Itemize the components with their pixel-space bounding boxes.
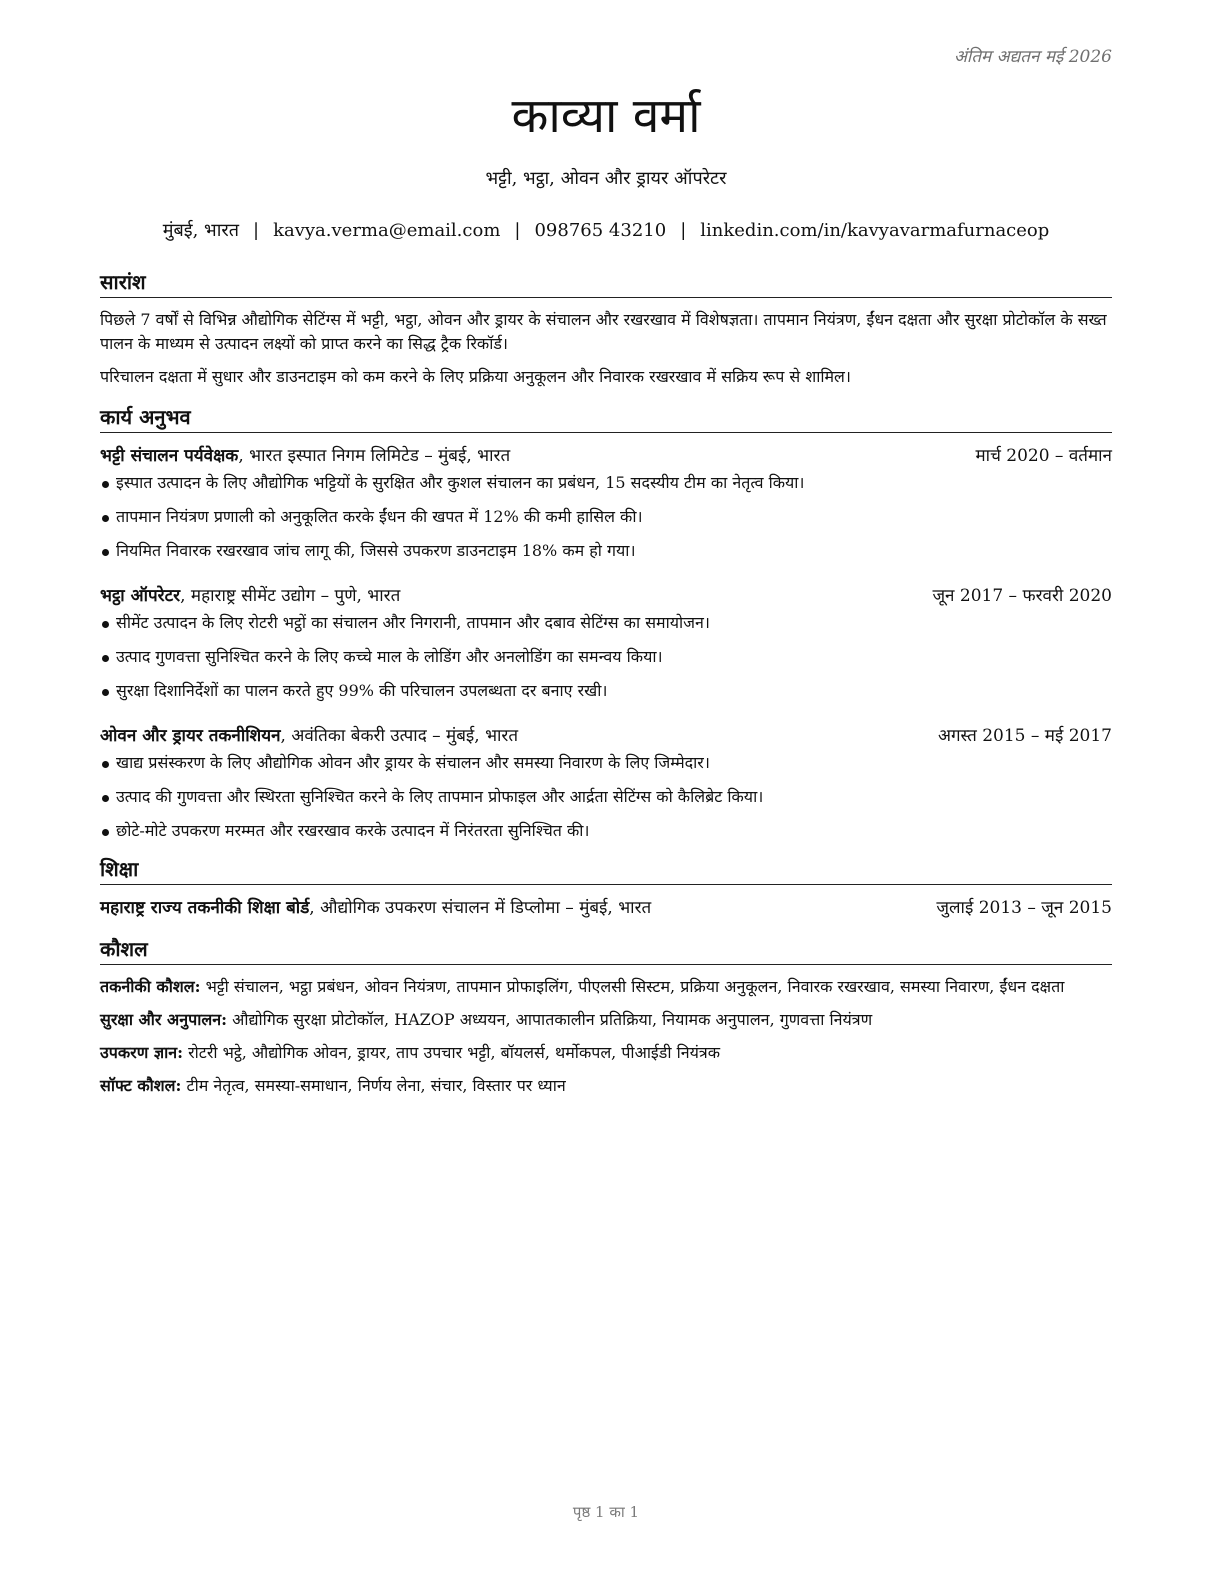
experience-section [100, 403, 1112, 843]
job-entry [100, 583, 1112, 703]
skill-value: औद्योगिक सुरक्षा प्रोटोकॉल, HAZOP अध्ययन, आपातकालीन प्रतिक्रिया, नियामक अनुपालन, गुणवत्ता नियंत्रण [227, 1010, 873, 1029]
job-bullet: नियमित निवारक रखरखाव जांच लागू की, जिससे उपकरण डाउनटाइम 18% कम हो गया। [100, 539, 1112, 563]
education-section [100, 855, 1112, 921]
skill-label: उपकरण ज्ञान: [100, 1043, 184, 1062]
contact-linkedin-link[interactable]: linkedin.com/in/kavyavarmafurnaceop [700, 220, 1050, 241]
job-role-line [100, 443, 510, 469]
skill-line [100, 1041, 1112, 1065]
education-institution: महाराष्ट्र राज्य तकनीकी शिक्षा बोर्ड [100, 898, 310, 918]
section-heading-experience: कार्य अनुभव [100, 403, 1112, 433]
section-heading-skills: कौशल [100, 935, 1112, 965]
contact-location: मुंबई, भारत [162, 220, 239, 241]
skill-value: भट्टी संचालन, भट्ठा प्रबंधन, ओवन नियंत्रण, तापमान प्रोफाइलिंग, पीएलसी सिस्टम, प्रक्रिया अनुकूलन, निवारक रखरखाव, समस्या निवारण, ईंधन दक्षता [200, 977, 1065, 996]
job-bullet: इस्पात उत्पादन के लिए औद्योगिक भट्टियों के सुरक्षित और कुशल संचालन का प्रबंधन, 15 सदस्यीय टीम का नेतृत्व किया। [100, 471, 1112, 495]
job-entry [100, 443, 1112, 563]
job-bullet: तापमान नियंत्रण प्रणाली को अनुकूलित करके ईंधन की खपत में 12% की कमी हासिल की। [100, 505, 1112, 529]
job-bullet: खाद्य प्रसंस्करण के लिए औद्योगिक ओवन और ड्रायर के संचालन और समस्या निवारण के लिए जिम्मेदार। [100, 751, 1112, 775]
resume-content [100, 268, 1112, 1107]
skill-line [100, 1074, 1112, 1098]
job-bullets [100, 471, 1112, 563]
contact-phone: 098765 43210 [534, 220, 667, 241]
summary-paragraph: पिछले 7 वर्षों से विभिन्न औद्योगिक सेटिंग्स में भट्टी, भट्ठा, ओवन और ड्रायर के संचालन और रखरखाव में विशेषज्ञता। तापमान नियंत्रण, ईंधन दक्षता और सुरक्षा प्रोटोकॉल के सख्त पालन के माध्यम से उत्पादन लक्ष्यों को प्राप्त करने का सिद्ध ट्रैक रिकॉर्ड। [100, 310, 1107, 353]
job-role: भट्ठा ऑपरेटर [100, 586, 181, 606]
skill-label: सुरक्षा और अनुपालन: [100, 1010, 227, 1029]
job-dates: मार्च 2020 – वर्तमान [975, 446, 1112, 466]
section-heading-education: शिक्षा [100, 855, 1112, 885]
job-bullet: सीमेंट उत्पादन के लिए रोटरी भट्ठों का संचालन और निगरानी, तापमान और दबाव सेटिंग्स का समायोजन। [100, 611, 1112, 635]
job-organization: , महाराष्ट्र सीमेंट उद्योग – पुणे, भारत [180, 586, 401, 606]
job-bullet: सुरक्षा दिशानिर्देशों का पालन करते हुए 99% की परिचालन उपलब्धता दर बनाए रखी। [100, 679, 1112, 703]
contact-separator: | [514, 220, 521, 241]
job-role-line [100, 723, 518, 749]
contact-line [100, 218, 1112, 244]
education-entry [100, 895, 1112, 921]
skill-label: सॉफ्ट कौशल: [100, 1076, 182, 1095]
summary-paragraph: परिचालन दक्षता में सुधार और डाउनटाइम को कम करने के लिए प्रक्रिया अनुकूलन और निवारक रखरखाव में सक्रिय रूप से शामिल। [100, 367, 851, 386]
summary-section [100, 268, 1112, 389]
job-role-line [100, 583, 400, 609]
job-organization: , भारत इस्पात निगम लिमिटेड – मुंबई, भारत [238, 446, 511, 466]
education-detail: , औद्योगिक उपकरण संचालन में डिप्लोमा – मुंबई, भारत [309, 898, 652, 918]
job-bullet: उत्पाद गुणवत्ता सुनिश्चित करने के लिए कच्चे माल के लोडिंग और अनलोडिंग का समन्वय किया। [100, 645, 1112, 669]
contact-separator: | [680, 220, 687, 241]
education-line [100, 895, 651, 921]
job-dates: अगस्त 2015 – मई 2017 [937, 726, 1112, 746]
job-dates: जून 2017 – फरवरी 2020 [932, 586, 1112, 606]
skill-label: तकनीकी कौशल: [100, 977, 201, 996]
contact-separator: | [252, 220, 260, 241]
job-bullet: उत्पाद की गुणवत्ता और स्थिरता सुनिश्चित करने के लिए तापमान प्रोफाइल और आर्द्रता सेटिंग्स को कैलिब्रेट किया। [100, 785, 1112, 809]
job-title: भट्टी, भट्ठा, ओवन और ड्रायर ऑपरेटर [485, 168, 727, 189]
candidate-name: काव्या वर्मा [511, 88, 701, 144]
last-updated: अंतिम अद्यतन मई 2026 [953, 47, 1112, 67]
job-header [100, 443, 1112, 469]
job-entry [100, 723, 1112, 843]
job-organization: , अवंतिका बेकरी उत्पाद – मुंबई, भारत [280, 726, 519, 746]
section-heading-summary: सारांश [100, 268, 1112, 298]
job-bullet: छोटे-मोटे उपकरण मरम्मत और रखरखाव करके उत्पादन में निरंतरता सुनिश्चित की। [100, 819, 1112, 843]
page-number: पृष्ठ 1 का 1 [572, 1503, 640, 1521]
resume-page [100, 0, 1112, 1584]
job-header [100, 723, 1112, 749]
skill-line [100, 975, 1112, 999]
contact-email-link[interactable]: kavya.verma@email.com [273, 220, 501, 241]
job-bullets [100, 611, 1112, 703]
education-dates: जुलाई 2013 – जून 2015 [936, 898, 1112, 918]
skill-value: टीम नेतृत्व, समस्या-समाधान, निर्णय लेना, संचार, विस्तार पर ध्यान [181, 1076, 566, 1095]
job-role: भट्टी संचालन पर्यवेक्षक [100, 446, 239, 466]
job-header [100, 583, 1112, 609]
skills-section [100, 935, 1112, 1098]
skill-line [100, 1008, 1112, 1032]
job-role: ओवन और ड्रायर तकनीशियन [100, 726, 281, 746]
job-bullets [100, 751, 1112, 843]
skill-value: रोटरी भट्ठे, औद्योगिक ओवन, ड्रायर, ताप उपचार भट्टी, बॉयलर्स, थर्मोकपल, पीआईडी नियंत्रक [183, 1043, 721, 1062]
